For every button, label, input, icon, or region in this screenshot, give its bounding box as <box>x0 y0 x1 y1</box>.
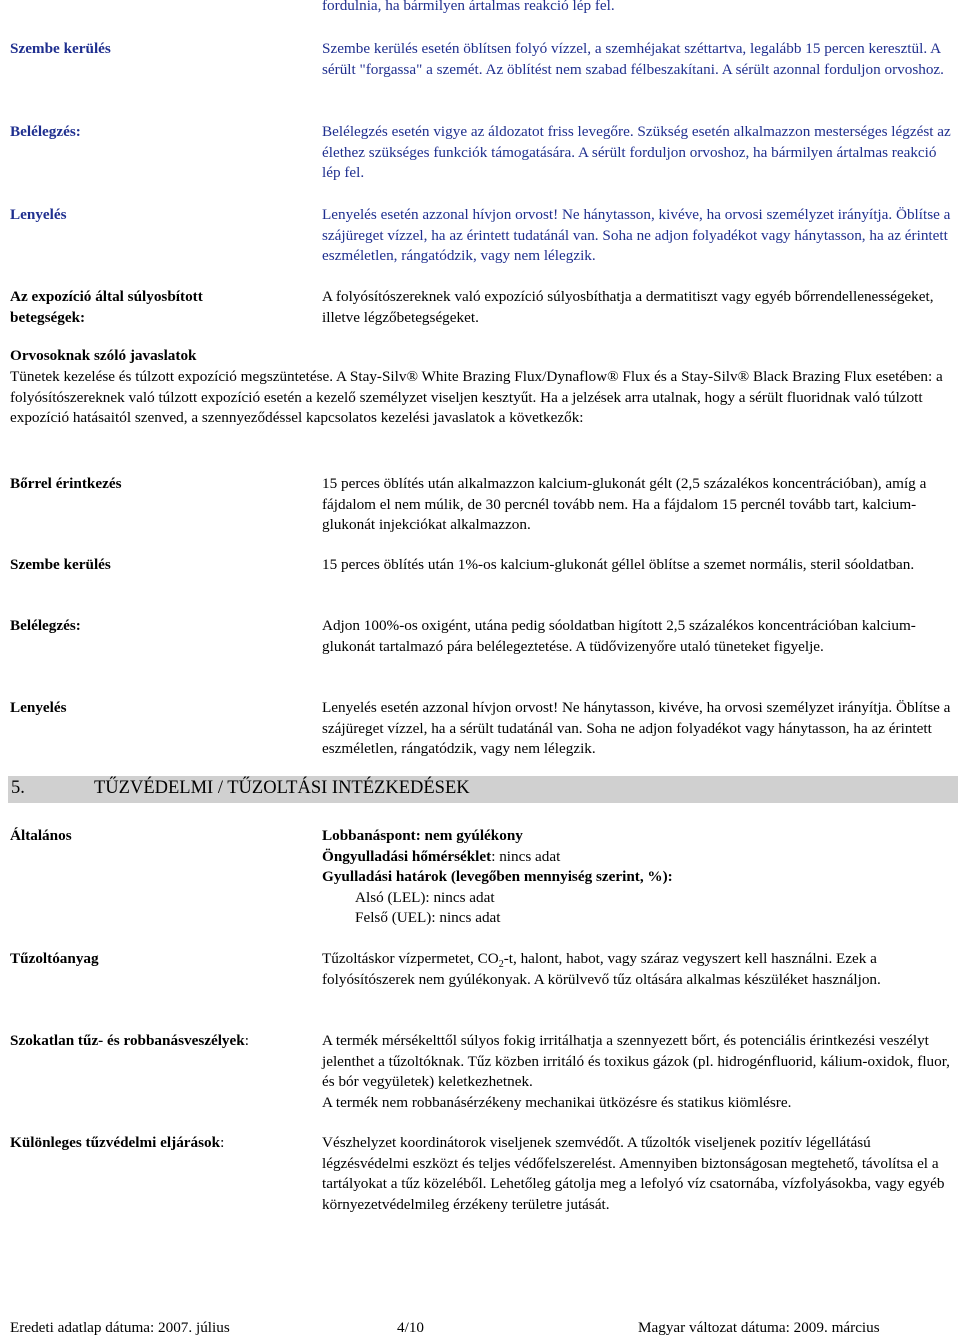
physician-text-skin: 15 perces öblítés után alkalmazzon kalcium-glukonát gélt (2,5 százalékos koncentrációban), amíg a fájdalom el nem múlik, de 30 percnél tovább nem. Ha a fájdalom 15 percnél tovább tart, kalcium-glukonát injekciókat alkalmazzon. <box>322 475 927 534</box>
physician-text-eye: 15 perces öblítés után 1%-os kalcium-glukonát géllel öblítse a szemet normális, steril sóoldatban. <box>322 556 915 573</box>
footer-hungarian-date: Magyar változat dátuma: 2009. március <box>638 1319 880 1336</box>
physician-label-eye: Szembe kerülés <box>10 556 111 573</box>
footer-original-date: Eredeti adatlap dátuma: 2007. július <box>10 1319 230 1336</box>
first-aid-text-inhalation: Belélegzés esetén vigye az áldozatot friss levegőre. Szükség esetén alkalmazzon mesterséges légzést az élethez szükséges funkciók támogatására. A sérült forduljon orvoshoz, ha bármilyen ártalmas reakció lép fel. <box>322 123 951 182</box>
unusual-hazards-label: Szokatlan tűz- és robbanásveszélyek: <box>10 1032 249 1049</box>
upper-limit: Felső (UEL): nincs adat <box>355 909 501 927</box>
extinguishing-text: Tűzoltáskor vízpermetet, $CO_2-t$, halont, habot, vagy száraz vegyszert kell használni. Ezek a folyósítószerek nem gyúlékonyak. A körülvevő tűz oltására alkalmas készüléket használjon. <box>322 950 881 988</box>
section-title: TŰZVÉDELMI / TŰZOLTÁSI INTÉZKEDÉSEK <box>94 778 470 798</box>
autoignition: Öngyulladási hőmérséklet: nincs adat <box>322 847 561 865</box>
first-aid-label-ingestion: Lenyelés <box>10 206 67 223</box>
first-aid-label-eye: Szembe kerülés <box>10 40 111 57</box>
physician-label-inhalation: Belélegzés: <box>10 617 81 634</box>
general-label: Általános <box>10 827 72 844</box>
first-aid-text-eye: Szembe kerülés esetén öblítsen folyó vízzel, a szemhéjakat széttartva, legalább 15 percen keresztül. A sérült "forgassa" a szemét. Az öblítést nem szabad félbeszakítani. A sérült azonnal forduljon orvoshoz. <box>322 40 944 78</box>
special-procedures-label: Különleges tűzvédelmi eljárások: <box>10 1134 225 1151</box>
physician-text-ingestion: Lenyelés esetén azzonal hívjon orvost! Ne hánytasson, kivéve, ha orvosi személyzet irányítja. Öblítse a szájüreget vízzel, ha a sérült tudatánál van. Soha ne adjon folyadékot vagy hánytasson, ha az érintett eszméletlen, rángatódzik, vagy nem lélegzik. <box>322 699 951 758</box>
section-5-header <box>8 776 958 803</box>
flammability-limits-heading: Gyulladási határok (levegőben mennyiség szerint, %): <box>322 868 673 886</box>
footer-page-number: 4/10 <box>397 1319 425 1336</box>
general-block <box>322 826 952 929</box>
first-aid-label-aggravated: Az expozíció által súlyosbított betegségek: <box>10 288 203 326</box>
first-aid-text-ingestion: Lenyelés esetén azzonal hívjon orvost! Ne hánytasson, kivéve, ha orvosi személyzet irányítja. Öblítse a szájüreget vízzel, ha az érintett tudatánál van. Soha ne adjon folyadékot vagy hánytasson, ha az érintett eszméletlen, rángatódzik, vagy nem lélegzik. <box>322 206 951 265</box>
physicians-paragraph: Tünetek kezelése és túlzott expozíció megszüntetése. A Stay-Silv® White Brazing Flux/Dynaflow® Flux és a Stay-Silv® Black Brazing Flux esetében: a folyósítószereknek való túlzott expozíció esetén a kezelő személyzet viseljen kesztyűt. Ha a jelzések arra utalnak, hogy a sérült fluoridnak való túlzott expozíció hatásaitól szenved, a szennyeződéssel kapcsolatos kezelési javaslatok a következők: <box>10 368 943 427</box>
physician-label-skin: Bőrrel érintkezés <box>10 475 122 492</box>
first-aid-label-inhalation: Belélegzés: <box>10 123 81 140</box>
physician-label-ingestion: Lenyelés <box>10 699 67 716</box>
continuation-text: fordulnia, ha bármilyen ártalmas reakció lép fel. <box>322 0 615 14</box>
physicians-heading: Orvosoknak szóló javaslatok <box>10 347 197 364</box>
extinguishing-label: Tűzoltóanyag <box>10 950 99 967</box>
unusual-hazards-text: A termék mérsékelttől súlyos fokig irritálhatja a szennyezett bőrt, és potenciális érintkezési veszélyt jelenthet a tűzoltóknak. Tűz közben irritáló és toxikus gázok (pl. hidrogénfluorid, kálium-oxidok, fluor, és bór vegyületek) keletkezhetnek. A termék nem robbanásérzékeny mechanikai ütközésre és statikus kiömlésre. <box>322 1032 950 1111</box>
special-procedures-text: Vészhelyzet koordinátorok viseljenek szemvédőt. A tűzoltók viseljenek pozitív légellátású légzésvédelmi eszközt és teljes védőfelszerelést. Amennyiben biztonságosan megtehető, távolítsa el a tartályokat a tűz közeléből. Lehetőleg gátolja meg a lefolyó víz csatornába, vízfolyásokba, vagy egyéb környezetvédelmileg érzékeny területre jutását. <box>322 1134 945 1213</box>
section-number: 5. <box>11 778 25 798</box>
first-aid-text-aggravated: A folyósítószereknek való expozíció súlyosbíthatja a dermatitiszt vagy egyéb bőrrendellenességeket, illetve légzőbetegségeket. <box>322 288 934 326</box>
physician-text-inhalation: Adjon 100%-os oxigént, utána pedig sóoldatban higított 2,5 százalékos koncentrációban kalcium-glukonát tartalmazó pára belélegeztetése. A tüdővizenyőre utaló tüneteket figyelje. <box>322 617 916 655</box>
flash-point: Lobbanáspont: nem gyúlékony <box>322 827 523 844</box>
lower-limit: Alsó (LEL): nincs adat <box>355 888 495 906</box>
